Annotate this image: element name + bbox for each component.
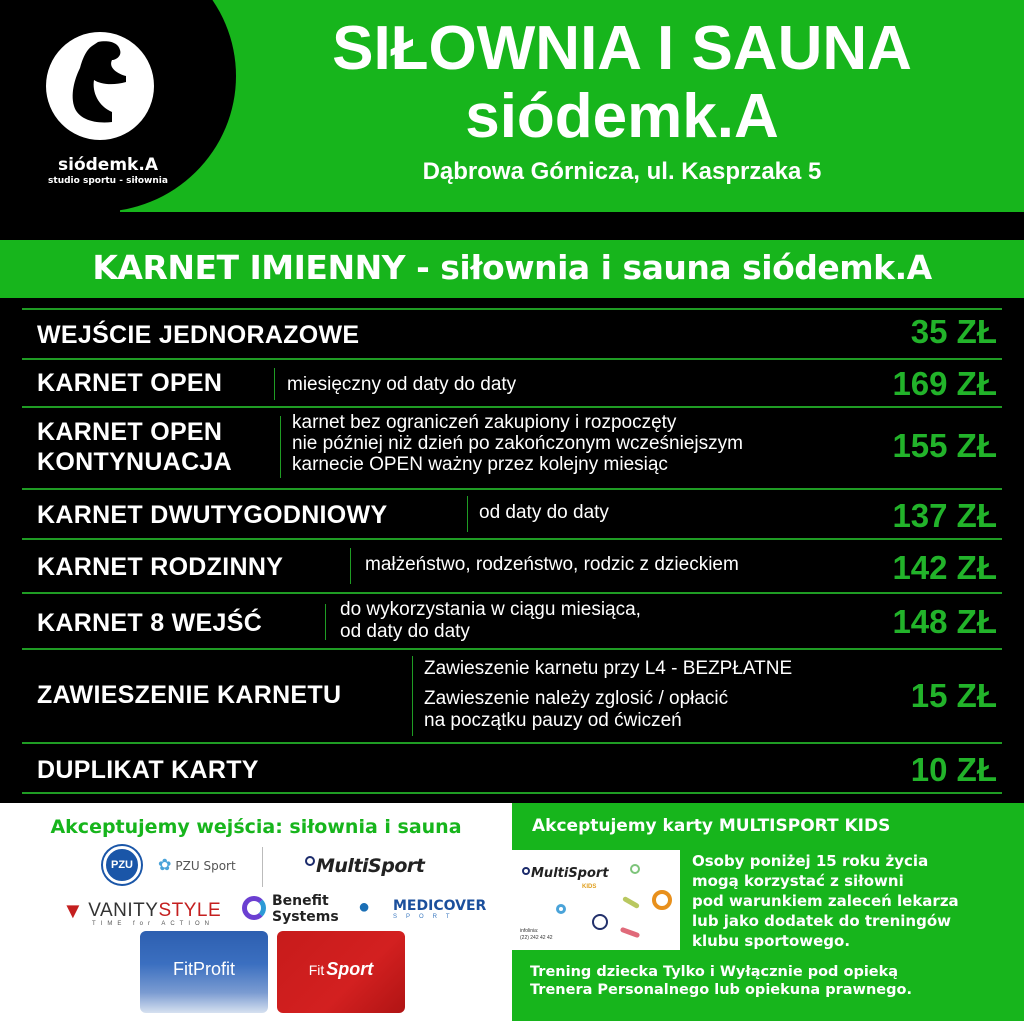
row-desc: od daty do daty (479, 502, 609, 523)
row-name: ZAWIESZENIE KARNETU (37, 681, 342, 709)
runner-icon: ✿ (158, 855, 172, 874)
decor-ring-icon (652, 890, 672, 910)
header (0, 0, 1024, 212)
row-divider (274, 368, 275, 400)
price-row (22, 406, 1002, 488)
fitprofit-card (140, 931, 268, 1013)
row-price: 35 ZŁ (910, 313, 997, 350)
row-name: DUPLIKAT KARTY (37, 756, 259, 784)
logo-tagline: studio sportu - siłownia (48, 176, 168, 186)
row-price: 155 ZŁ (892, 427, 997, 464)
medicover-icon: ●​ (358, 896, 371, 918)
price-row (22, 488, 1002, 538)
pzu-logo: PZU (103, 846, 141, 884)
row-desc: karnecie OPEN ważny przez kolejny miesiąc (292, 454, 668, 475)
decor-bar-icon (620, 927, 641, 939)
pzu-sport-label: PZU Sport (175, 859, 236, 873)
price-row (22, 308, 1002, 358)
row-divider (350, 548, 351, 584)
vanity-v-icon: ▼ (62, 898, 84, 923)
multisport-icon (305, 856, 315, 866)
address: Dąbrowa Górnicza, ul. Kasprzaka 5 (422, 158, 822, 185)
price-row (22, 742, 1002, 794)
benefit-label: Benefit Systems (272, 893, 339, 925)
kids-card-brand: MultiSport (522, 866, 609, 881)
vanitystyle-logo (62, 898, 222, 927)
kids-supervision-note: Trening dziecka Tylko i Wyłącznie pod opieką Trenera Personalnego lub opiekuna prawnego. (530, 964, 912, 998)
row-name: WEJŚCIE JEDNORAZOWE (37, 321, 360, 349)
row-desc: karnet bez ograniczeń zakupiony i rozpoczęty (292, 412, 677, 433)
page-subtitle: siódemk.A (465, 82, 779, 151)
row-name: KARNET 8 WEJŚĆ (37, 609, 263, 637)
logo-name: siódemk.A (58, 155, 158, 175)
medicover-sub: SPORT (393, 914, 459, 920)
pzu-sport-logo (158, 855, 236, 874)
fitsport-card (277, 931, 405, 1013)
vanity-tagline: TIME for ACTION (92, 921, 215, 927)
row-name: KARNET DWUTYGODNIOWY (37, 501, 388, 529)
row-desc: Zawieszenie należy zglosić / opłacić (424, 688, 729, 709)
price-row (22, 648, 1002, 742)
row-name: KARNET RODZINNY (37, 553, 284, 581)
row-desc: Zawieszenie karnetu przy L4 - BEZPŁATNE (424, 658, 793, 679)
decor-bar-icon (622, 896, 640, 909)
row-desc: na początku pauzy od ćwiczeń (424, 710, 682, 731)
row-divider (280, 416, 281, 478)
row-divider (325, 604, 326, 640)
row-divider (467, 496, 468, 532)
accepted-partners-title: Akceptujemy wejścia: siłownia i sauna (50, 816, 462, 838)
medicover-label: MEDICOVER (393, 898, 487, 914)
price-row (22, 592, 1002, 648)
section-banner (0, 240, 1024, 298)
row-price: 15 ZŁ (910, 677, 997, 714)
price-row (22, 538, 1002, 592)
row-desc: od daty do daty (340, 621, 470, 642)
multisport-icon (522, 867, 530, 875)
row-price: 10 ZŁ (910, 751, 997, 788)
row-name: KARNET OPEN (37, 418, 223, 446)
multisport-label: MultiSport (316, 855, 425, 877)
multisport-logo (305, 855, 424, 877)
row-desc: miesięczny od daty do daty (287, 374, 517, 395)
row-price: 137 ZŁ (892, 497, 997, 534)
kids-card-sub: KIDS (582, 884, 597, 890)
row-name: KONTYNUACJA (37, 448, 232, 476)
multisport-kids-title: Akceptujemy karty MULTISPORT KIDS (532, 816, 891, 836)
decor-ring-icon (630, 864, 640, 874)
price-row (22, 358, 1002, 406)
page-title: SIŁOWNIA I SAUNA (332, 14, 912, 83)
flexed-arm-icon (68, 40, 128, 124)
row-divider (412, 656, 413, 736)
row-price: 169 ZŁ (892, 365, 997, 402)
multisport-kids-card (512, 850, 680, 950)
row-desc: do wykorzystania w ciągu miesiąca, (340, 599, 641, 620)
multisport-kids-panel (512, 803, 1024, 1021)
divider (262, 847, 263, 887)
decor-ring-icon (592, 914, 608, 930)
decor-ring-icon (556, 904, 566, 914)
kids-info-text: Osoby poniżej 15 roku życia mogą korzystać z siłowni pod warunkiem zaleceń lekarza lub jako dodatek do treningów klubu sportowego. (692, 852, 959, 950)
kids-card-infoline: infolinia: (22) 242 42 42 (520, 928, 553, 941)
banner-text: KARNET IMIENNY - siłownia i sauna siódemk.A (92, 248, 932, 287)
row-price: 148 ZŁ (892, 603, 997, 640)
fitprofit-label: FitProfit (172, 959, 235, 979)
fitsport-label: Fit Sport (308, 959, 374, 979)
accepted-partners-panel (0, 803, 512, 1021)
row-desc: nie później niż dzień po zakończonym wcześniejszym (292, 433, 743, 454)
benefit-icon (242, 896, 266, 920)
row-price: 142 ZŁ (892, 549, 997, 586)
row-name: KARNET OPEN (37, 369, 223, 397)
row-desc: małżeństwo, rodzeństwo, rodzic z dzieckiem (365, 554, 739, 575)
vanity-label: VANITYSTYLE (88, 900, 222, 921)
